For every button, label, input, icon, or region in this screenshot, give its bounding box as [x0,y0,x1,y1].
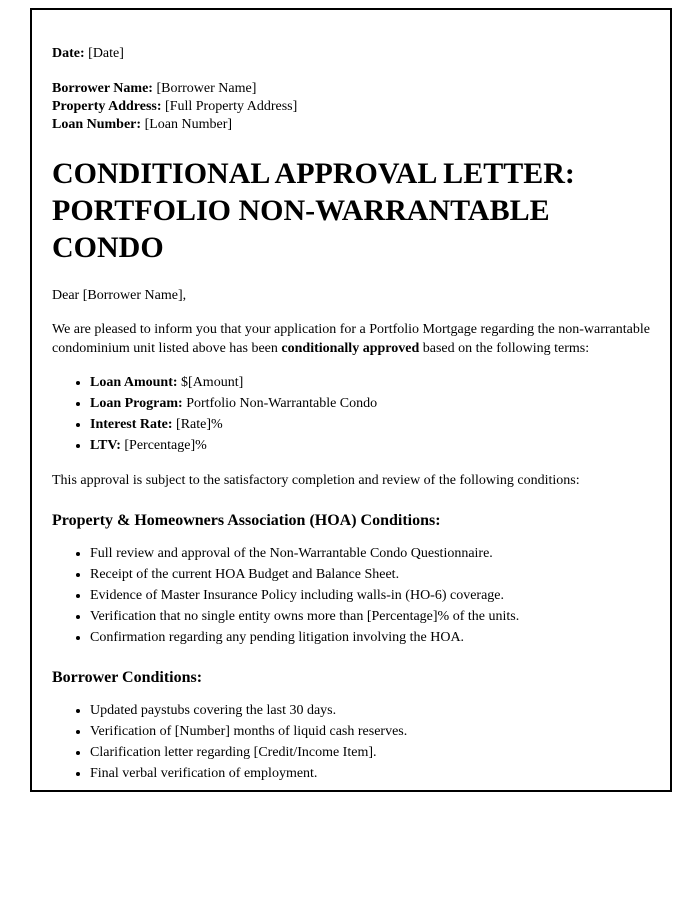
list-item: • Full review and approval of the Non-Warrantable Condo Questionnaire. [90,544,650,563]
loan-number-line [52,116,650,134]
salutation: Dear [Borrower Name], [52,288,187,303]
term-value: $[Amount] [177,375,244,390]
borrower-name-label: Borrower Name: [52,81,153,96]
term-label: LTV: [90,438,121,453]
conditions-intro-paragraph: This approval is subject to the satisfactory completion and review of the following conditions: [52,473,580,488]
borrower-name-line [52,80,650,98]
letter-page [30,8,672,792]
loan-number-value: [Loan Number] [141,117,233,132]
term-value: [Rate]% [172,417,223,432]
term-label: Interest Rate: [90,417,173,432]
borrower-conditions-heading: Borrower Conditions: [52,669,203,686]
list-item [90,415,650,434]
intro-text-bold: conditionally approved [281,341,420,356]
date-line [52,44,650,63]
property-address-label: Property Address: [52,99,162,114]
borrower-conditions-list [52,701,650,783]
intro-paragraph [52,320,650,358]
list-item [90,436,650,455]
term-value: Portfolio Non-Warrantable Condo [182,396,378,411]
list-item: • Receipt of the current HOA Budget and Balance Sheet. [90,565,650,584]
property-address-line [52,98,650,116]
meta-block [52,80,650,134]
list-item: • Final verbal verification of employment. [90,764,650,783]
list-item: • Clarification letter regarding [Credit/Income Item]. [90,743,650,762]
term-label: Loan Program: [90,396,183,411]
hoa-conditions-list [52,544,650,647]
list-item [90,373,650,392]
list-item: • Verification of [Number] months of liquid cash reserves. [90,722,650,741]
intro-text-pre: We are pleased to inform you that your application for a Portfolio Mortgage regarding the non-warrantable condominium unit listed above has been [52,322,650,356]
date-value: [Date] [84,46,124,61]
term-label: Loan Amount: [90,375,178,390]
borrower-name-value: [Borrower Name] [152,81,257,96]
list-item: • Updated paystubs covering the last 30 days. [90,701,650,720]
list-item [90,394,650,413]
intro-text-post: based on the following terms: [419,341,590,356]
date-label: Date: [52,46,85,61]
term-value: [Percentage]% [120,438,207,453]
list-item: • Evidence of Master Insurance Policy including walls-in (HO-6) coverage. [90,586,650,605]
loan-terms-list [52,373,650,455]
hoa-conditions-heading: Property & Homeowners Association (HOA) Conditions: [52,512,441,529]
letter-title: CONDITIONAL APPROVAL LETTER: PORTFOLIO NON-WARRANTABLE CONDO [52,157,575,264]
loan-number-label: Loan Number: [52,117,142,132]
list-item: • Confirmation regarding any pending litigation involving the HOA. [90,628,650,647]
list-item: • Verification that no single entity owns more than [Percentage]% of the units. [90,607,650,626]
property-address-value: [Full Property Address] [161,99,298,114]
